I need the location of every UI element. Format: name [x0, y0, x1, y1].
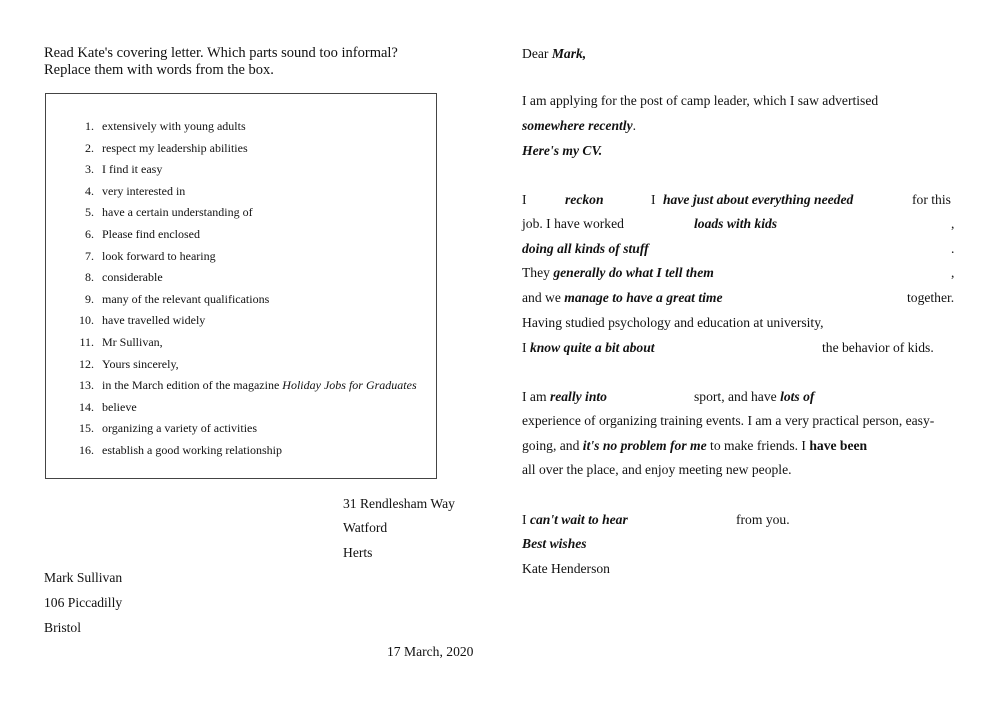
- sender-address-line-2: Watford: [343, 520, 388, 535]
- salutation-name-informal: Mark,: [551, 46, 587, 61]
- informal-cant-wait: can't wait to hear: [529, 512, 628, 527]
- word-box-item: [70, 116, 417, 138]
- p2-comma-1: ,: [951, 216, 955, 231]
- sender-address-line-1: 31 Rendlesham Way: [343, 496, 455, 511]
- word-box-item-text: in the March edition of the magazine: [102, 378, 283, 393]
- informal-somewhere-recently: somewhere recently: [522, 118, 633, 133]
- p1-period: .: [632, 118, 637, 133]
- word-box-item-number: 4.: [85, 183, 94, 198]
- word-box-item-text: Please find enclosed: [102, 226, 200, 241]
- word-box-item-number: 7.: [85, 248, 94, 263]
- p2-job-worked: job. I have worked: [522, 216, 624, 231]
- word-box-item: [70, 354, 417, 376]
- instructions-line-1: Read Kate's covering letter. Which parts sound too informal?: [44, 45, 398, 61]
- p1-line-1: I am applying for the post of camp leader, which I saw advertised: [522, 93, 879, 108]
- word-box-item-italic: Holiday Jobs for Graduates: [282, 378, 417, 393]
- informal-all-kinds-of-stuff: doing all kinds of stuff: [522, 241, 649, 256]
- salutation: [522, 46, 586, 62]
- word-box-item: [70, 440, 417, 462]
- word-box-item-text: Mr Sullivan,: [102, 334, 163, 349]
- p2-they: They: [522, 265, 554, 280]
- p3-line-4: all over the place, and enjoy meeting new people.: [522, 462, 792, 477]
- p2-period: .: [951, 241, 955, 256]
- p4-i: I: [522, 512, 530, 527]
- word-box-item: [70, 224, 417, 246]
- informal-know-quite-a-bit: know quite a bit about: [529, 340, 655, 355]
- word-box-item-number: 9.: [85, 291, 94, 306]
- word-box-item-number: 3.: [85, 162, 94, 177]
- p4-from-you: from you.: [736, 512, 790, 527]
- p2-i-2: I: [651, 192, 656, 207]
- word-box-item-number: 12.: [79, 356, 94, 371]
- word-box-item-number: 14.: [79, 399, 94, 414]
- word-box-item-text: believe: [102, 399, 137, 414]
- p1-line-2: [522, 118, 636, 134]
- word-box-item: [70, 181, 417, 203]
- p2-comma-2: ,: [951, 265, 955, 280]
- p3-line-3: [522, 438, 867, 454]
- signature: Kate Henderson: [522, 561, 610, 576]
- word-box-item: [70, 332, 417, 354]
- informal-reckon: reckon: [565, 192, 604, 207]
- p2-know-line: [522, 340, 655, 356]
- informal-lots-of: lots of: [780, 389, 815, 404]
- word-box-item: [70, 397, 417, 419]
- p3-friends: to make friends. I: [706, 438, 810, 453]
- informal-really-into: really into: [549, 389, 607, 404]
- informal-everything-needed: have just about everything needed: [663, 192, 854, 207]
- letter-date: 17 March, 2020: [387, 644, 474, 659]
- word-box-item-text: have a certain understanding of: [102, 205, 253, 220]
- sender-address-line-3: Herts: [343, 545, 373, 560]
- word-box-item-number: 6.: [85, 226, 94, 241]
- word-box-item-number: 10.: [79, 313, 94, 328]
- recipient-address-line-1: Mark Sullivan: [44, 570, 123, 585]
- word-box-item-text: Yours sincerely,: [102, 356, 179, 371]
- p3-line-2: experience of organizing training events. I am a very practical person, easy-: [522, 413, 935, 428]
- p2-i-1: I: [522, 192, 527, 207]
- p2-i-3: I: [522, 340, 530, 355]
- p2-they-line: [522, 265, 714, 281]
- p3-iam-line: [522, 389, 607, 405]
- p4-line: [522, 512, 628, 528]
- word-box-item-text: look forward to hearing: [102, 248, 216, 263]
- word-box-item: [70, 375, 417, 397]
- informal-heres-my-cv: Here's my CV.: [522, 143, 603, 158]
- word-box-item-number: 2.: [85, 140, 94, 155]
- word-box-item: [70, 267, 417, 289]
- word-box-item-text: establish a good working relationship: [102, 442, 282, 457]
- word-box-item-text: I find it easy: [102, 162, 163, 177]
- word-box-item-number: 15.: [79, 421, 94, 436]
- salutation-dear: Dear: [522, 46, 552, 61]
- informal-loads-with-kids: loads with kids: [694, 216, 778, 231]
- word-box-item: [70, 246, 417, 268]
- word-box-item-text: respect my leadership abilities: [102, 140, 248, 155]
- p3-i-am: I am: [522, 389, 550, 404]
- word-box-item-text: many of the relevant qualifications: [102, 291, 270, 306]
- word-box-item-text: organizing a variety of activities: [102, 421, 258, 436]
- word-box-item-number: 13.: [79, 378, 94, 393]
- p2-together: together.: [907, 290, 955, 305]
- word-box-item: [70, 310, 417, 332]
- word-box-item: [70, 289, 417, 311]
- word-box-item-number: 16.: [79, 442, 94, 457]
- informal-great-time: manage to have a great time: [564, 290, 723, 305]
- p3-sport: sport, and have: [694, 389, 781, 404]
- word-box-item-number: 11.: [79, 334, 94, 349]
- informal-best-wishes: Best wishes: [522, 536, 587, 551]
- word-list: [70, 116, 417, 462]
- informal-do-what-i-tell-them: generally do what I tell them: [553, 265, 714, 280]
- word-box-item-text: have travelled widely: [102, 313, 206, 328]
- informal-have-been: have been: [809, 438, 868, 453]
- word-box-item-number: 1.: [85, 119, 94, 133]
- p2-for-this: for this: [912, 192, 951, 207]
- p3-sport-line: [694, 389, 814, 405]
- recipient-address-line-2: 106 Piccadilly: [44, 595, 123, 610]
- word-box-item-number: 8.: [85, 270, 94, 285]
- instructions-line-2: Replace them with words from the box.: [44, 62, 274, 78]
- word-box-item: [70, 138, 417, 160]
- word-box-item-number: 5.: [85, 205, 94, 220]
- word-box-item: [70, 159, 417, 181]
- recipient-address-line-3: Bristol: [44, 620, 82, 635]
- p2-having-studied: Having studied psychology and education at university,: [522, 315, 824, 330]
- p2-behavior: the behavior of kids.: [822, 340, 934, 355]
- word-box-item: [70, 202, 417, 224]
- p2-and-we-line: [522, 290, 722, 306]
- word-box: [45, 93, 437, 479]
- informal-no-problem: it's no problem for me: [582, 438, 707, 453]
- word-box-item: [70, 418, 417, 440]
- p3-going: going, and: [522, 438, 583, 453]
- p2-and-we: and we: [522, 290, 565, 305]
- word-box-item-text: extensively with young adults: [102, 119, 246, 133]
- word-box-item-text: very interested in: [102, 183, 186, 198]
- word-box-item-text: considerable: [102, 270, 163, 285]
- instructions: [44, 45, 484, 79]
